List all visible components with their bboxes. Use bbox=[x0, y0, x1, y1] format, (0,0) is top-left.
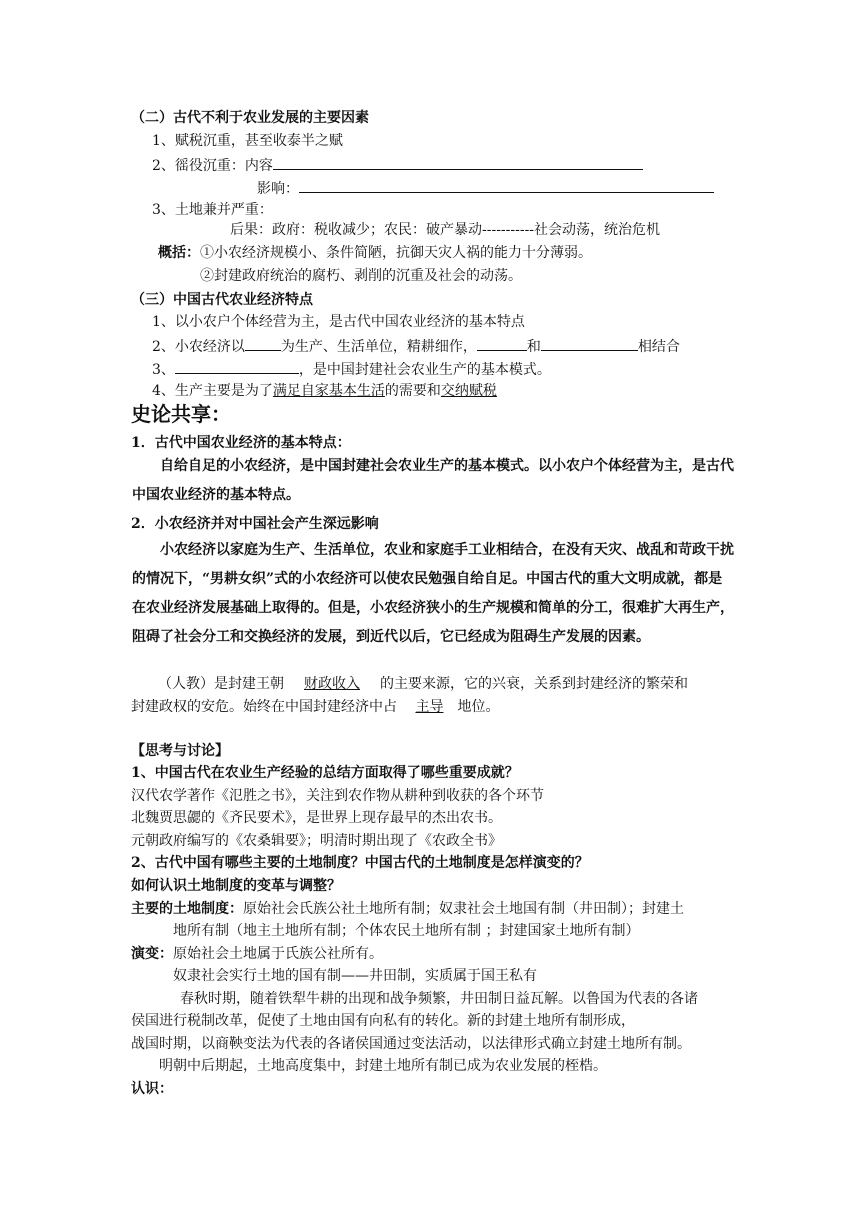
s3-item-2-b: 为生产、生活单位，精耕细作， bbox=[280, 339, 477, 355]
s2-summary-1 bbox=[158, 243, 592, 263]
share-paragraph-2: 小农经济以家庭为生产、生活单位，农业和家庭手工业相结合，在没有天灾、战乱和苛政干扰的情况下，“男耕女织”式的小农经济可以使农民勉强自给自足。中国古代的重大文明成就，都是在农业经济发展基础上取得的。但是，小农经济狭小的生产规模和简单的分工，很难扩大再生产，阻碍了社会分工和交换经济的发展，到近代以后，它已经成为阻碍生产发展的因素。 bbox=[132, 542, 734, 645]
evolution-line-2: 奴隶社会实行土地的国有制——井田制，实质属于国王私有 bbox=[173, 968, 537, 984]
s3-item-2-blank-2[interactable] bbox=[477, 335, 527, 351]
evolution-line-4: 侯国进行税制改革，促使了土地由国有向私有的转化。新的封建土地所有制形成， bbox=[131, 1013, 635, 1029]
s3-item-2-c: 和 bbox=[526, 339, 541, 355]
s3-item-4 bbox=[152, 381, 497, 401]
share-paragraph-3-line-1 bbox=[158, 674, 688, 694]
evolution-text-1: 原始社会土地属于氏族公社所有。 bbox=[173, 946, 383, 962]
s2-summary-1-text: ①小农经济规模小、条件简陋，抗御天灾人祸的能力十分薄弱。 bbox=[200, 245, 592, 261]
share-paragraph-3-line-2 bbox=[131, 697, 499, 717]
s2-item-3: 3、土地兼并严重： bbox=[152, 202, 273, 218]
share-title: 史论共享： bbox=[131, 402, 231, 426]
s3-item-3 bbox=[152, 358, 551, 380]
s3-item-2-blank-1[interactable] bbox=[245, 335, 281, 351]
share-paragraph-1: 自给自足的小农经济，是中国封建社会农业生产的基本模式。以小农户个体经营为主，是古代中国农业经济的基本特点。 bbox=[132, 458, 734, 503]
evolution-line-6: 明朝中后期起，土地高度集中，封建土地所有制已成为农业发展的桎梏。 bbox=[159, 1058, 607, 1074]
evolution-label: 演变： bbox=[131, 946, 173, 962]
s2-item-2-effect-label: 影响： bbox=[257, 181, 299, 197]
section-3-title: （三）中国古代农业经济特点 bbox=[131, 292, 313, 308]
s2-item-3-result: 后果：政府：税收减少；农民：破产暴动-----------社会动荡，统治危机 bbox=[230, 222, 661, 238]
share-p3-line2-a: 封建政权的安危。始终在中国封建经济中占 bbox=[131, 699, 397, 715]
main-land-systems-label: 主要的土地制度： bbox=[131, 901, 243, 917]
s3-item-3-a: 3、 bbox=[152, 362, 175, 378]
s3-item-3-b: ，是中国封建社会农业生产的基本模式。 bbox=[298, 362, 551, 378]
think-title: 【思考与讨论】 bbox=[131, 743, 229, 759]
s2-item-1: 1、赋税沉重，甚至收泰半之赋 bbox=[152, 133, 343, 149]
s2-summary-label: 概括： bbox=[158, 245, 200, 261]
s2-item-2-content-blank[interactable] bbox=[273, 154, 643, 170]
s3-item-1: 1、以小农户个体经营为主，是古代中国农业经济的基本特点 bbox=[152, 314, 525, 330]
share-p3-line2-c: 地位。 bbox=[457, 699, 500, 715]
think-answer-1-line-3: 元朝政府编写的《农桑辑要》；明清时期出现了《农政全书》 bbox=[131, 833, 502, 849]
recognition-label: 认识： bbox=[131, 1081, 173, 1097]
s3-item-2-a: 2、小农经济以 bbox=[152, 339, 245, 355]
s3-item-4-a: 4、生产主要是为了 bbox=[152, 383, 273, 399]
s3-item-3-blank[interactable] bbox=[175, 358, 299, 374]
s2-item-2-label: 2、徭役沉重：内容 bbox=[152, 158, 273, 174]
share-p3-c: 的主要来源，它的兴衰，关系到封建经济的繁荣和 bbox=[380, 676, 688, 692]
s3-item-2 bbox=[152, 335, 680, 357]
share-heading-1: 1．古代中国农业经济的基本特点： bbox=[131, 435, 351, 451]
evolution-line-1 bbox=[131, 944, 383, 964]
evolution-line-3: 春秋时期，随着铁犁牛耕的出现和战争频繁，井田制日益瓦解。以鲁国为代表的各诸 bbox=[180, 991, 698, 1007]
main-land-systems-text: 原始社会氏族公社土地所有制；奴隶社会土地国有制（井田制）；封建土 bbox=[243, 901, 684, 917]
share-p3-line2-answer: 主导 bbox=[415, 699, 444, 715]
s3-item-4-d: 交纳赋税 bbox=[440, 383, 497, 399]
think-question-2b: 如何认识土地制度的变革与调整？ bbox=[131, 878, 341, 894]
think-answer-1-line-2: 北魏贾思勰的《齐民要术》，是世界上现存最早的杰出农书。 bbox=[131, 810, 502, 826]
s3-item-4-c: 的需要和 bbox=[384, 383, 441, 399]
s2-item-2-effect bbox=[257, 177, 714, 199]
s3-item-4-b: 满足自家基本生活 bbox=[272, 383, 385, 399]
section-2-title: （二）古代不利于农业发展的主要因素 bbox=[131, 110, 369, 126]
share-p3-a: （人教）是封建王朝 bbox=[158, 676, 284, 692]
share-p3-blank-answer: 财政收入 bbox=[304, 676, 360, 692]
think-answer-1-line-1: 汉代农学著作《氾胜之书》，关注到农作物从耕种到收获的各个环节 bbox=[131, 788, 544, 804]
s2-item-2 bbox=[152, 154, 643, 176]
think-question-2: 2、古代中国有哪些主要的土地制度？中国古代的土地制度是怎样演变的？ bbox=[131, 855, 589, 871]
s3-item-2-d: 相结合 bbox=[637, 339, 680, 355]
main-land-systems bbox=[131, 899, 684, 919]
s2-summary-2: ②封建政府统治的腐朽、剥削的沉重及社会的动荡。 bbox=[200, 268, 522, 284]
s3-item-2-blank-3[interactable] bbox=[541, 335, 638, 351]
s2-item-2-effect-blank[interactable] bbox=[299, 177, 714, 193]
think-question-1: 1、中国古代在农业生产经验的总结方面取得了哪些重要成就？ bbox=[131, 765, 519, 781]
share-heading-2: 2．小农经济并对中国社会产生深远影响 bbox=[131, 516, 379, 532]
evolution-line-5: 战国时期，以商鞅变法为代表的各诸侯国通过变法活动，以法律形式确立封建土地所有制。 bbox=[131, 1036, 691, 1052]
main-land-systems-line-2: 地所有制（地主土地所有制；个体农民土地所有制 ；封建国家土地所有制） bbox=[173, 923, 640, 939]
